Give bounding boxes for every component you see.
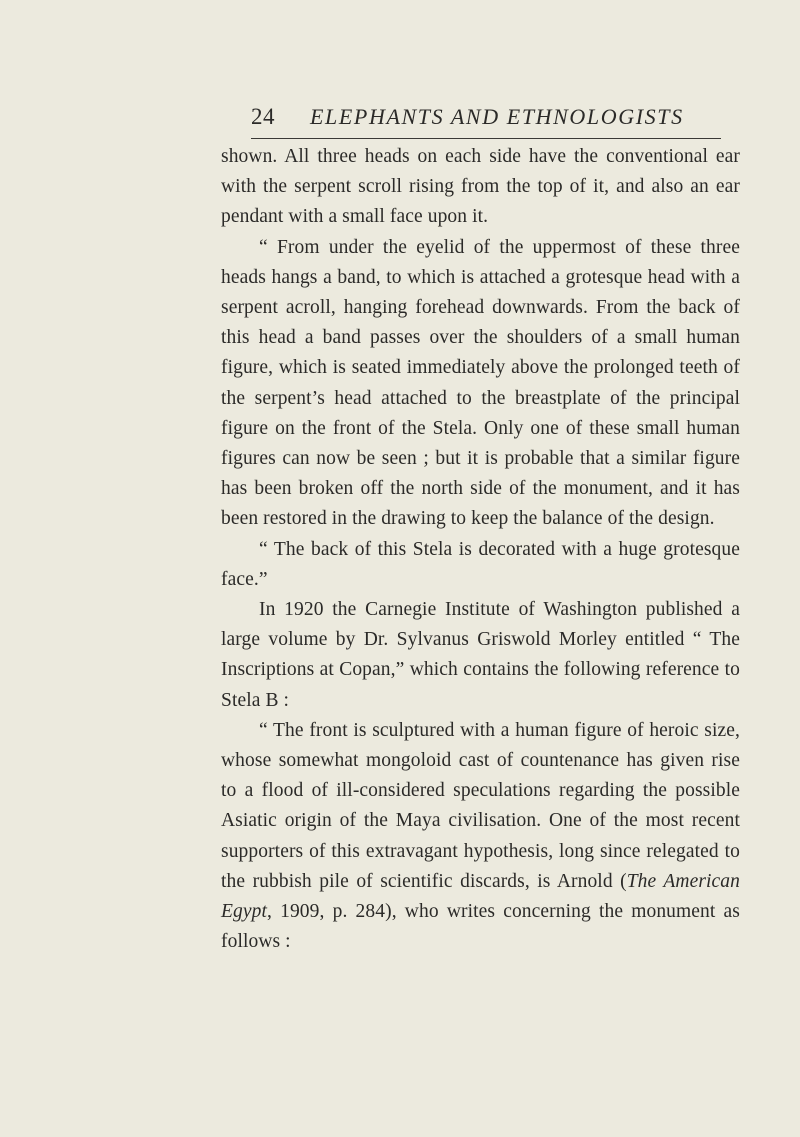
paragraph-1: shown. All three heads on each side have the conventional ear with the serpent scroll rising from the top of it, and also an ear pendant with a small face upon it. [221,146,740,228]
paragraph-3: “ The back of this Stela is decorated with a huge grotesque face.” [221,538,740,590]
paragraph-5-text-end: , 1909, p. 284), who writes concerning the monument as follows : [221,901,740,953]
running-head [251,104,721,139]
paragraph-5 [221,716,740,958]
book-title-italic: The American Egypt [221,870,740,923]
page-number: 24 [251,104,275,129]
body-text [221,142,740,957]
chapter-title: ELEPHANTS AND ETHNOLOGISTS [310,104,684,129]
paragraph-2: “ From under the eyelid of the uppermost of these three heads hangs a band, to which is attached a grotesque head with a serpent acroll, hanging forehead downwards. From the back of this head a band passes over the shoulders of a small human figure, which is seated immediately above the prolonged teeth of the serpent’s head attached to the breastplate of the principal figure on the front of the Stela. Only one of these small human figures can now be seen ; but it is probable that a similar figure has been broken off the north side of the monument, and it has been restored in the drawing to keep the balance of the design. [221,236,740,530]
paragraph-4: In 1920 the Carnegie Institute of Washington published a large volume by Dr. Sylvanus Griswold Morley entitled “ The Inscriptions at Copan,” which contains the following reference to Stela B : [221,599,740,711]
paragraph-5-text-start: “ The front is sculptured with a human figure of heroic size, whose somewhat mongoloid cast of countenance has given rise to a flood of ill-considered speculations regarding the possible Asiatic origin of the Maya civilisation. One of the most recent supporters of this extravagant hypothesis, long since relegated to the rubbish pile of scientific discards, is Arnold ( [221,719,740,892]
